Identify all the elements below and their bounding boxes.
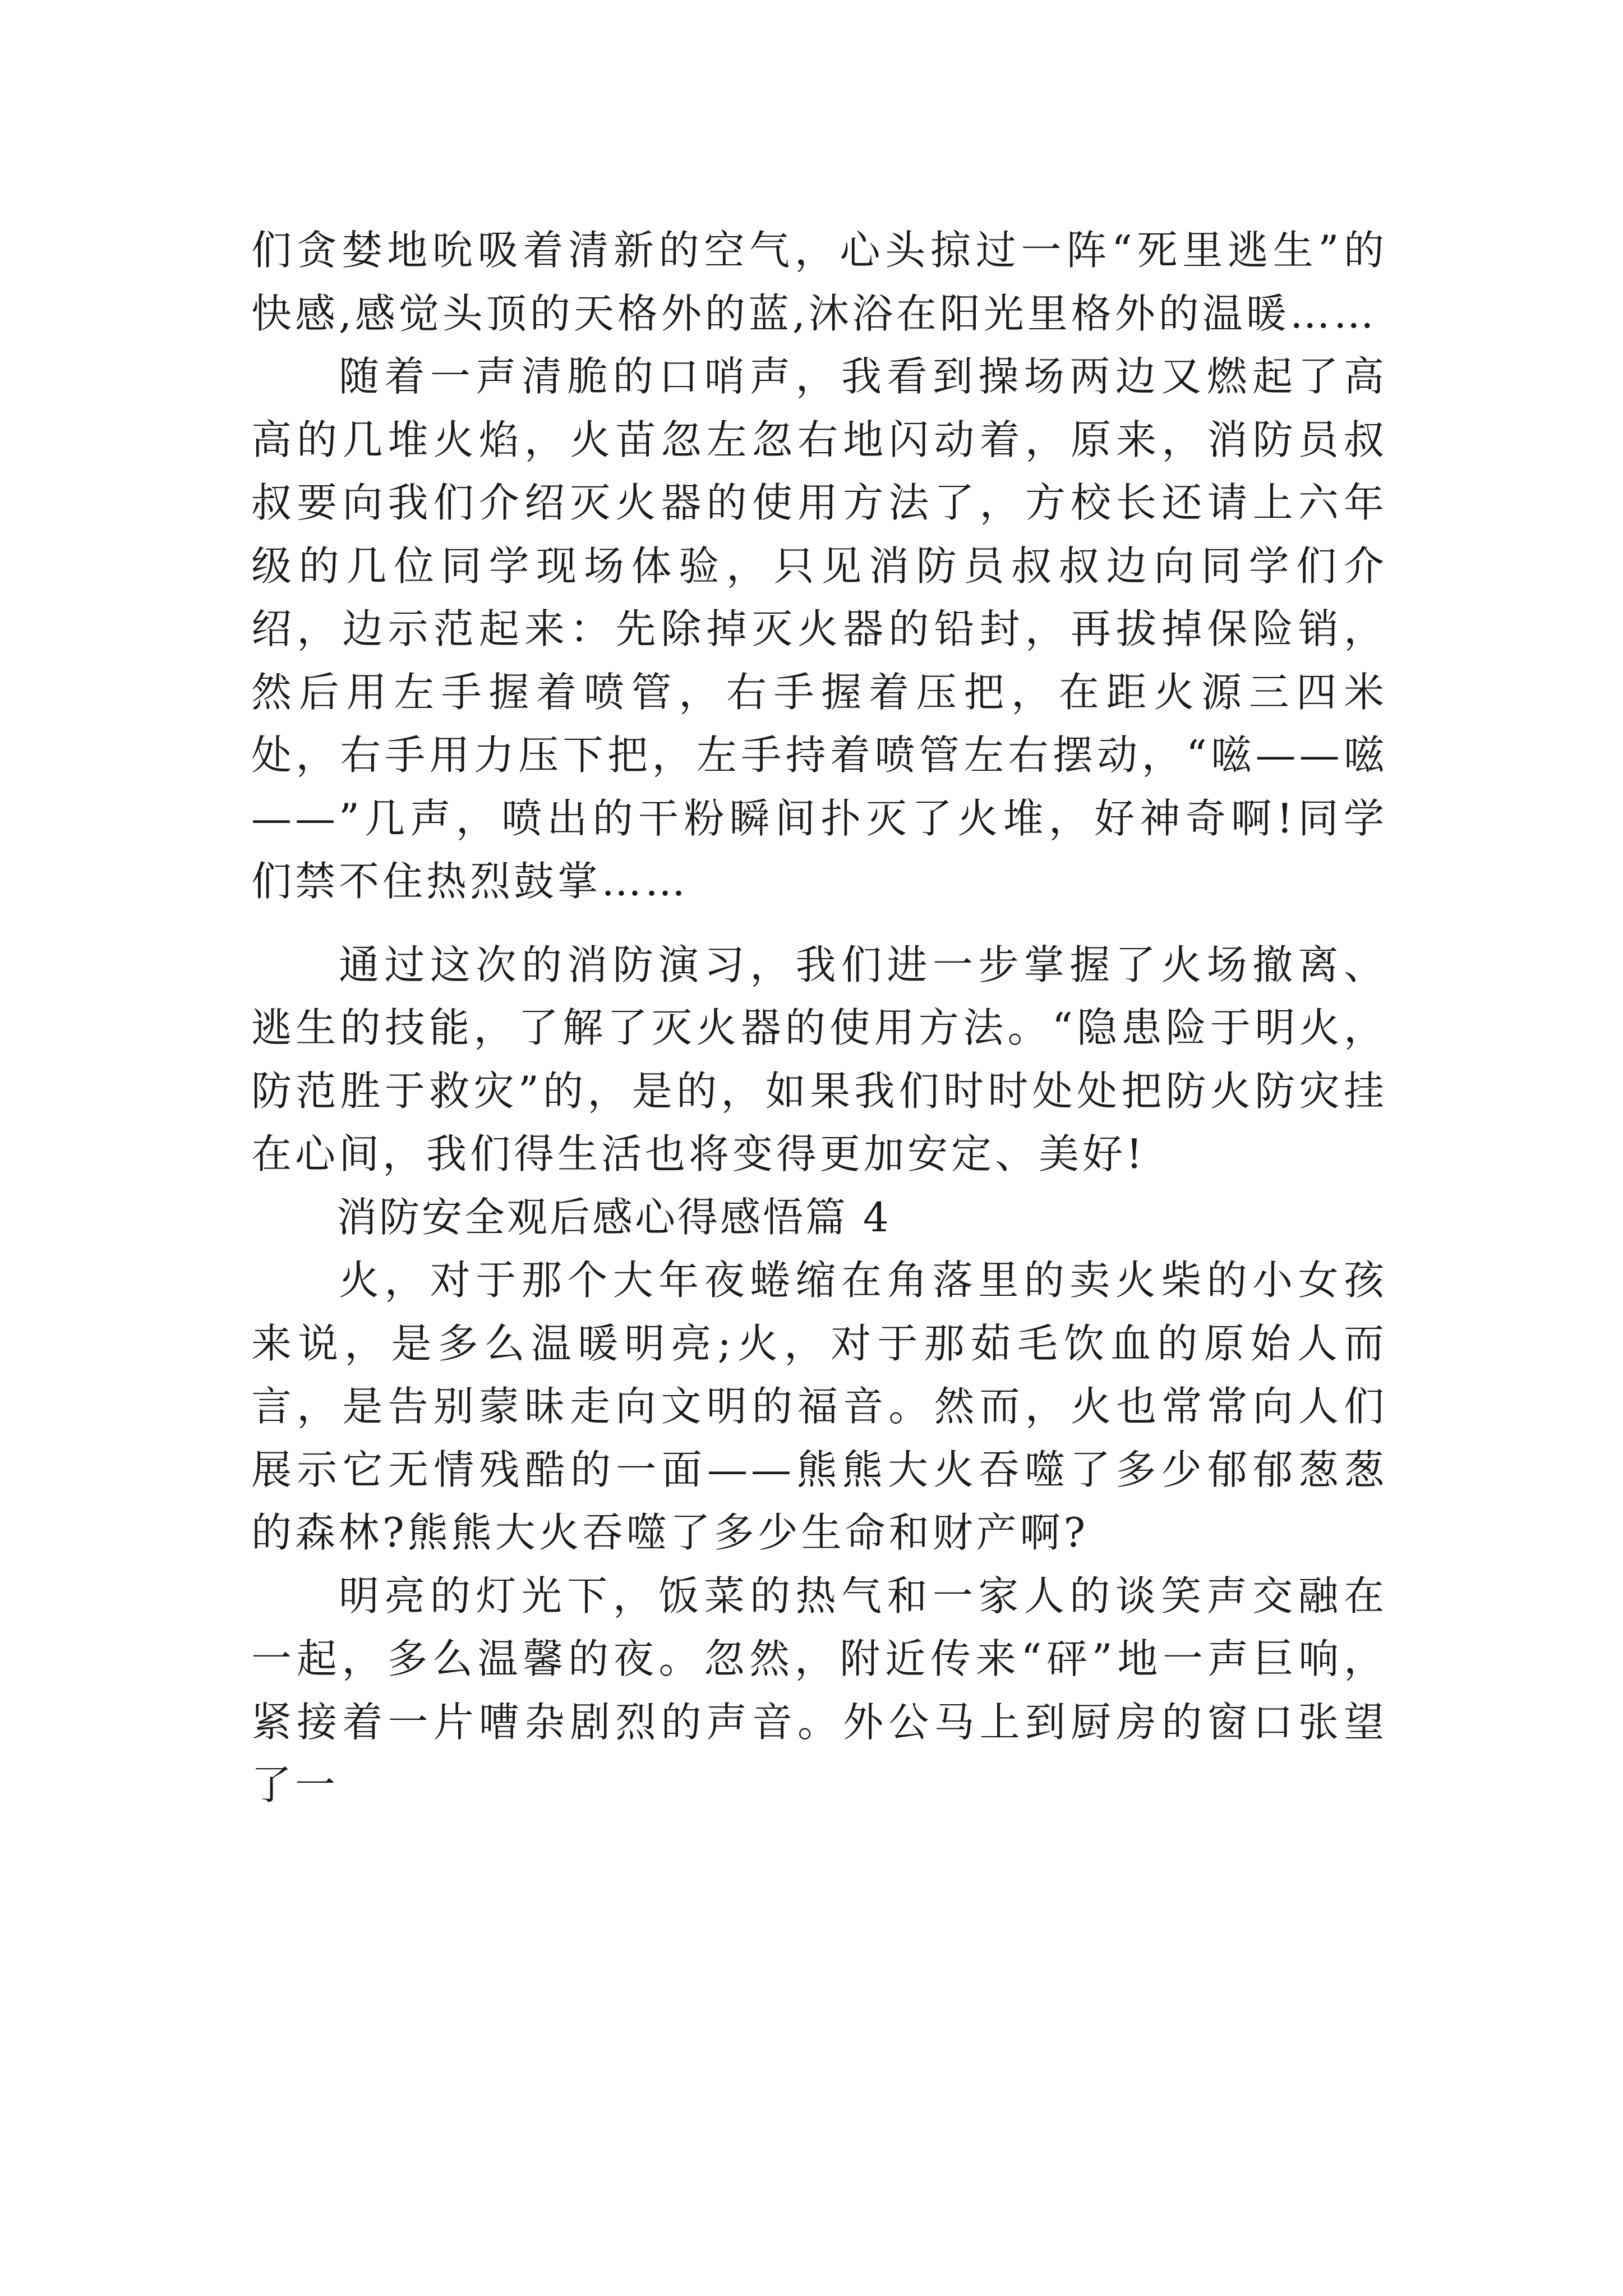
section-heading: 消防安全观后感心得感悟篇 4 (336, 1193, 891, 1241)
paragraph-extinguisher-demo: 随着一声清脆的口哨声，我看到操场两边又燃起了高高的几堆火焰，火苗忽左忽右地闪动着，原来，消防员叔叔要向我们介绍灭火器的使用方法了，方校长还请上六年级的几位同学现场体验，只见消防员叔叔边向同学们介绍，边示范起来：先除掉灭火器的铅封，再拔掉保险销，然后用左手握着喷管，右手握着压把，在距火源三四米处，右手用力压下把，左手持着喷管左右摆动，“嗞——嗞——”几声，喷出的干粉瞬间扑灭了火堆，好神奇啊!同学们禁不住热烈鼓掌…… (251, 353, 1387, 905)
document-body (251, 219, 1387, 1817)
paragraph-fire-intro: 火，对于那个大年夜蜷缩在角落里的卖火柴的小女孩来说，是多么温暖明亮;火，对于那茹毛饮血的原始人而言，是告别蒙昧走向文明的福音。然而，火也常常向人们展示它无情残酷的一面——熊熊大火吞噬了多少郁郁葱葱的森林?熊熊大火吞噬了多少生命和财产啊? (251, 1257, 1387, 1556)
paragraph-continuation: 们贪婪地吮吸着清新的空气，心头掠过一阵“死里逃生”的快感,感觉头顶的天格外的蓝,沐浴在阳光里格外的温暖…… (251, 227, 1387, 337)
paragraph-evening-story: 明亮的灯光下，饭菜的热气和一家人的谈笑声交融在一起，多么温馨的夜。忽然，附近传来“砰”地一声巨响，紧接着一片嘈杂剧烈的声音。外公马上到厨房的窗口张望了一 (251, 1572, 1387, 1809)
paragraph-drill-summary: 通过这次的消防演习，我们进一步掌握了火场撤离、逃生的技能，了解了灭火器的使用方法。“隐患险于明火，防范胜于救灾”的，是的，如果我们时时处处把防火防灾挂在心间，我们得生活也将变得更加安定、美好! (251, 941, 1387, 1177)
